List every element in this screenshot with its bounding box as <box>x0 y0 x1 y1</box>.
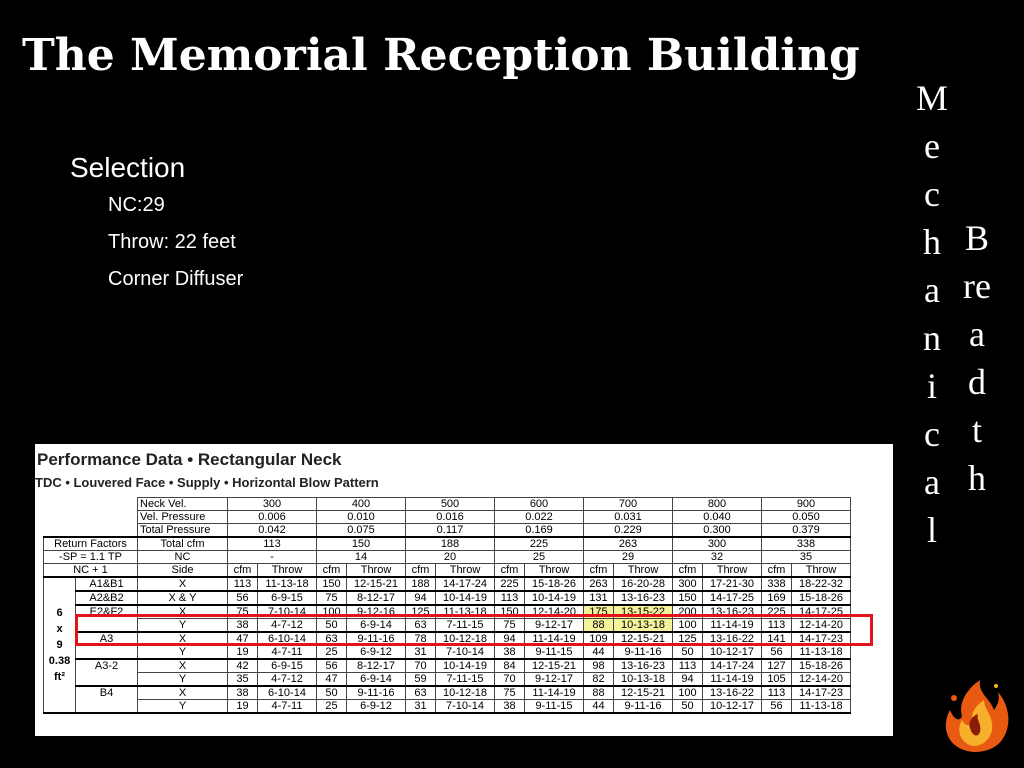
throw-cell: 7-11-15 <box>436 673 495 687</box>
throw-cell: 16-20-28 <box>614 577 673 591</box>
cfm-cell: 25 <box>317 646 347 660</box>
throw-cell: 9-12-16 <box>347 605 406 619</box>
bullet-nc: NC:29 <box>108 194 165 216</box>
cfm-cell: 109 <box>584 632 614 646</box>
header-value: 338 <box>762 537 851 551</box>
pattern-label: A2&B2 <box>76 591 138 605</box>
cfm-cell: 141 <box>762 632 792 646</box>
side-cell: Y <box>138 619 228 633</box>
header-value: 0.229 <box>584 524 673 538</box>
cfm-cell: 38 <box>495 700 525 714</box>
throw-cell: 11-13-18 <box>792 700 851 714</box>
table-row <box>44 659 851 673</box>
bullet-selection: Selection <box>70 152 186 183</box>
header-label: NC <box>138 551 228 564</box>
cfm-cell: 127 <box>762 659 792 673</box>
cfm-cell: 38 <box>228 686 258 700</box>
vertical-letter: d <box>968 362 986 402</box>
vertical-letter: B <box>964 218 989 258</box>
header-value: 0.042 <box>228 524 317 538</box>
cfm-cell: 50 <box>317 619 347 633</box>
throw-cell: 6-9-15 <box>258 659 317 673</box>
neck-size-text: 0.38 <box>48 655 71 667</box>
table-row <box>44 619 851 633</box>
blank-cell <box>44 498 138 538</box>
throw-cell: 12-15-21 <box>614 632 673 646</box>
header-value: 0.006 <box>228 511 317 524</box>
header-value: 25 <box>495 551 584 564</box>
throw-cell: 10-12-17 <box>703 700 762 714</box>
cfm-cell: 35 <box>228 673 258 687</box>
cfm-cell: 63 <box>406 686 436 700</box>
table-row <box>44 700 851 714</box>
throw-cell: 14-17-23 <box>792 686 851 700</box>
cfm-cell: 75 <box>228 605 258 619</box>
throw-cell: 13-16-23 <box>703 605 762 619</box>
vertical-letter: a <box>969 314 985 354</box>
header-value: 400 <box>317 498 406 511</box>
header-label: cfm <box>406 564 436 578</box>
vertical-letter: re <box>963 266 991 306</box>
table-subtitle: TDC • Louvered Face • Supply • Horizontal Blow Pattern <box>35 475 379 490</box>
throw-cell: 15-18-26 <box>792 659 851 673</box>
header-label: cfm <box>584 564 614 578</box>
cfm-cell: 44 <box>584 646 614 660</box>
cfm-cell: 84 <box>495 659 525 673</box>
cfm-cell: 50 <box>673 646 703 660</box>
throw-cell: 7-10-14 <box>258 605 317 619</box>
pattern-label: E2&F2 <box>76 605 138 632</box>
throw-cell: 4-7-12 <box>258 673 317 687</box>
header-value: 0.040 <box>673 511 762 524</box>
throw-cell: 6-10-14 <box>258 686 317 700</box>
table-row <box>44 673 851 687</box>
throw-cell: 9-11-15 <box>525 646 584 660</box>
throw-cell: 14-17-23 <box>792 632 851 646</box>
flame-logo-icon <box>934 676 1014 756</box>
cfm-cell: 169 <box>762 591 792 605</box>
throw-cell: 9-11-16 <box>614 646 673 660</box>
throw-cell: 9-12-17 <box>525 619 584 633</box>
table-row <box>44 605 851 619</box>
table-row <box>44 524 851 538</box>
throw-cell: 10-13-18 <box>614 673 673 687</box>
throw-cell: 12-15-21 <box>347 577 406 591</box>
side-cell: X <box>138 605 228 619</box>
header-value: 0.031 <box>584 511 673 524</box>
cfm-cell: 113 <box>673 659 703 673</box>
cfm-cell: 50 <box>673 700 703 714</box>
throw-cell: 17-21-30 <box>703 577 762 591</box>
cfm-cell: 42 <box>228 659 258 673</box>
side-cell: X <box>138 632 228 646</box>
neck-size-text: 6 <box>56 607 63 619</box>
header-label: cfm <box>317 564 347 578</box>
header-label: cfm <box>673 564 703 578</box>
cfm-cell: 225 <box>762 605 792 619</box>
cfm-cell: 200 <box>673 605 703 619</box>
throw-cell: 12-14-20 <box>792 619 851 633</box>
table-row <box>44 632 851 646</box>
header-value: 0.169 <box>495 524 584 538</box>
vertical-letter: h <box>968 458 986 498</box>
bullet-throw: Throw: 22 feet <box>108 231 236 253</box>
throw-cell: 14-17-24 <box>436 577 495 591</box>
header-label: Total cfm <box>138 537 228 551</box>
header-value: 29 <box>584 551 673 564</box>
header-value: 0.022 <box>495 511 584 524</box>
vertical-text-breadth <box>952 214 1002 502</box>
header-value: 700 <box>584 498 673 511</box>
header-value: 20 <box>406 551 495 564</box>
vertical-letter: t <box>971 410 982 450</box>
performance-data-image <box>35 444 893 736</box>
table-row <box>44 498 851 511</box>
cfm-cell: 19 <box>228 700 258 714</box>
throw-cell: 14-17-25 <box>792 605 851 619</box>
cfm-cell: 113 <box>228 577 258 591</box>
throw-cell: 14-17-25 <box>703 591 762 605</box>
cfm-cell: 59 <box>406 673 436 687</box>
header-label: cfm <box>228 564 258 578</box>
cfm-cell: 98 <box>584 659 614 673</box>
table-row <box>44 564 851 578</box>
vertical-text-mechanical <box>910 74 954 554</box>
header-value: 113 <box>228 537 317 551</box>
throw-cell: 12-14-20 <box>525 605 584 619</box>
cfm-cell: 113 <box>762 619 792 633</box>
cfm-cell: 113 <box>495 591 525 605</box>
throw-cell: 12-14-20 <box>792 673 851 687</box>
side-cell: Y <box>138 646 228 660</box>
cfm-cell: 100 <box>317 605 347 619</box>
header-value: 800 <box>673 498 762 511</box>
pattern-label: B4 <box>76 686 138 713</box>
throw-cell: 9-11-16 <box>614 700 673 714</box>
throw-cell: 6-9-12 <box>347 700 406 714</box>
throw-cell: 12-15-21 <box>614 686 673 700</box>
header-label: Throw <box>792 564 851 578</box>
cfm-cell: 63 <box>406 619 436 633</box>
header-value: 188 <box>406 537 495 551</box>
cfm-cell: 300 <box>673 577 703 591</box>
cfm-cell: 70 <box>406 659 436 673</box>
cfm-cell: 150 <box>673 591 703 605</box>
throw-cell: 9-12-17 <box>525 673 584 687</box>
throw-cell: 10-12-17 <box>703 646 762 660</box>
header-value: 263 <box>584 537 673 551</box>
cfm-cell: 75 <box>495 686 525 700</box>
cfm-cell: 82 <box>584 673 614 687</box>
vertical-letter: n <box>923 318 941 358</box>
cfm-cell: 125 <box>673 632 703 646</box>
throw-cell: 13-15-22 <box>614 605 673 619</box>
cfm-cell: 225 <box>495 577 525 591</box>
header-value: 14 <box>317 551 406 564</box>
throw-cell: 4-7-12 <box>258 619 317 633</box>
header-value: 0.016 <box>406 511 495 524</box>
side-cell: Y <box>138 673 228 687</box>
throw-cell: 11-13-18 <box>436 605 495 619</box>
header-label: Throw <box>525 564 584 578</box>
neck-size-text: ft² <box>54 671 65 683</box>
side-cell: X <box>138 577 228 591</box>
cfm-cell: 25 <box>317 700 347 714</box>
cfm-cell: 56 <box>762 700 792 714</box>
cfm-cell: 75 <box>495 619 525 633</box>
throw-cell: 6-9-15 <box>258 591 317 605</box>
cfm-cell: 88 <box>584 686 614 700</box>
throw-cell: 11-14-19 <box>525 686 584 700</box>
header-value: 0.010 <box>317 511 406 524</box>
throw-cell: 7-10-14 <box>436 700 495 714</box>
table-row <box>44 686 851 700</box>
cfm-cell: 131 <box>584 591 614 605</box>
cfm-cell: 94 <box>673 673 703 687</box>
table-row <box>44 591 851 605</box>
header-label: Throw <box>614 564 673 578</box>
throw-cell: 14-17-24 <box>703 659 762 673</box>
cfm-cell: 31 <box>406 646 436 660</box>
pattern-label: A1&B1 <box>76 577 138 591</box>
table-row <box>44 537 851 551</box>
header-label: cfm <box>762 564 792 578</box>
throw-cell: 10-14-19 <box>436 659 495 673</box>
vertical-letter: h <box>923 222 941 262</box>
header-value: 225 <box>495 537 584 551</box>
throw-cell: 10-13-18 <box>614 619 673 633</box>
cfm-cell: 150 <box>495 605 525 619</box>
cfm-cell: 105 <box>762 673 792 687</box>
header-label: Throw <box>258 564 317 578</box>
cfm-cell: 100 <box>673 686 703 700</box>
cfm-cell: 94 <box>406 591 436 605</box>
throw-cell: 15-18-26 <box>792 591 851 605</box>
header-label: Throw <box>703 564 762 578</box>
throw-cell: 6-9-14 <box>347 673 406 687</box>
header-value: 300 <box>228 498 317 511</box>
cfm-cell: 94 <box>495 632 525 646</box>
cfm-cell: 50 <box>317 686 347 700</box>
header-label: Neck Vel. <box>138 498 228 511</box>
throw-cell: 10-14-19 <box>525 591 584 605</box>
cfm-cell: 100 <box>673 619 703 633</box>
cfm-cell: 47 <box>317 673 347 687</box>
side-cell: Y <box>138 700 228 714</box>
cfm-cell: 70 <box>495 673 525 687</box>
throw-cell: 6-9-14 <box>347 619 406 633</box>
pattern-label: A3 <box>76 632 138 659</box>
table-row <box>44 646 851 660</box>
table-row <box>44 511 851 524</box>
cfm-cell: 263 <box>584 577 614 591</box>
cfm-cell: 19 <box>228 646 258 660</box>
cfm-cell: 47 <box>228 632 258 646</box>
table-title: Performance Data • Rectangular Neck <box>37 450 342 469</box>
header-label: Return Factors <box>44 537 138 551</box>
throw-cell: 13-16-23 <box>614 591 673 605</box>
throw-cell: 11-14-19 <box>703 673 762 687</box>
header-label: Throw <box>436 564 495 578</box>
vertical-letter: M <box>915 78 948 118</box>
header-label: Throw <box>347 564 406 578</box>
throw-cell: 13-16-22 <box>703 686 762 700</box>
header-label: Side <box>138 564 228 578</box>
throw-cell: 9-11-15 <box>525 700 584 714</box>
throw-cell: 10-12-18 <box>436 686 495 700</box>
cfm-cell: 125 <box>406 605 436 619</box>
vertical-letter: c <box>924 174 940 214</box>
header-value: 500 <box>406 498 495 511</box>
header-value: 0.300 <box>673 524 762 538</box>
neck-size-cell <box>44 577 76 713</box>
header-value: 32 <box>673 551 762 564</box>
header-value: 150 <box>317 537 406 551</box>
bullet-list <box>70 152 243 305</box>
neck-size-text: x <box>56 623 63 635</box>
throw-cell: 7-11-15 <box>436 619 495 633</box>
cfm-cell: 175 <box>584 605 614 619</box>
header-value: 0.075 <box>317 524 406 538</box>
bullet-diffuser: Corner Diffuser <box>108 268 244 290</box>
throw-cell: 6-10-14 <box>258 632 317 646</box>
header-value: 0.379 <box>762 524 851 538</box>
throw-cell: 11-13-18 <box>792 646 851 660</box>
throw-cell: 11-14-19 <box>525 632 584 646</box>
side-cell: X & Y <box>138 591 228 605</box>
table-row <box>44 577 851 591</box>
throw-cell: 4-7-11 <box>258 700 317 714</box>
cfm-cell: 38 <box>495 646 525 660</box>
throw-cell: 10-12-18 <box>436 632 495 646</box>
throw-cell: 9-11-16 <box>347 632 406 646</box>
throw-cell: 6-9-12 <box>347 646 406 660</box>
header-value: 600 <box>495 498 584 511</box>
header-value: - <box>228 551 317 564</box>
cfm-cell: 31 <box>406 700 436 714</box>
cfm-cell: 56 <box>228 591 258 605</box>
throw-cell: 18-22-32 <box>792 577 851 591</box>
header-value: 300 <box>673 537 762 551</box>
cfm-cell: 88 <box>584 619 614 633</box>
side-cell: X <box>138 686 228 700</box>
header-label: Vel. Pressure <box>138 511 228 524</box>
header-value: 900 <box>762 498 851 511</box>
performance-table <box>43 497 851 714</box>
slide-title: The Memorial Reception Building <box>22 30 860 81</box>
vertical-letter: a <box>924 270 940 310</box>
cfm-cell: 78 <box>406 632 436 646</box>
vertical-letter: a <box>924 462 940 502</box>
side-cell: X <box>138 659 228 673</box>
throw-cell: 11-13-18 <box>258 577 317 591</box>
neck-size-text: 9 <box>56 639 63 651</box>
throw-cell: 13-16-23 <box>614 659 673 673</box>
vertical-letter: e <box>924 126 940 166</box>
throw-cell: 13-16-22 <box>703 632 762 646</box>
cfm-cell: 63 <box>317 632 347 646</box>
header-label: NC + 1 <box>44 564 138 578</box>
vertical-letter: c <box>924 414 940 454</box>
header-value: 0.117 <box>406 524 495 538</box>
cfm-cell: 44 <box>584 700 614 714</box>
throw-cell: 8-12-17 <box>347 591 406 605</box>
cfm-cell: 150 <box>317 577 347 591</box>
throw-cell: 10-14-19 <box>436 591 495 605</box>
cfm-cell: 338 <box>762 577 792 591</box>
cfm-cell: 56 <box>317 659 347 673</box>
cfm-cell: 188 <box>406 577 436 591</box>
throw-cell: 8-12-17 <box>347 659 406 673</box>
throw-cell: 4-7-11 <box>258 646 317 660</box>
table-row <box>44 551 851 564</box>
throw-cell: 9-11-16 <box>347 686 406 700</box>
throw-cell: 15-18-26 <box>525 577 584 591</box>
throw-cell: 12-15-21 <box>525 659 584 673</box>
pattern-label: A3-2 <box>76 659 138 686</box>
cfm-cell: 113 <box>762 686 792 700</box>
header-label: cfm <box>495 564 525 578</box>
header-value: 35 <box>762 551 851 564</box>
throw-cell: 7-10-14 <box>436 646 495 660</box>
throw-cell: 11-14-19 <box>703 619 762 633</box>
cfm-cell: 75 <box>317 591 347 605</box>
header-label: -SP = 1.1 TP <box>44 551 138 564</box>
vertical-letter: i <box>926 366 937 406</box>
cfm-cell: 38 <box>228 619 258 633</box>
vertical-letter: l <box>926 510 937 550</box>
cfm-cell: 56 <box>762 646 792 660</box>
header-label: Total Pressure <box>138 524 228 538</box>
header-value: 0.050 <box>762 511 851 524</box>
